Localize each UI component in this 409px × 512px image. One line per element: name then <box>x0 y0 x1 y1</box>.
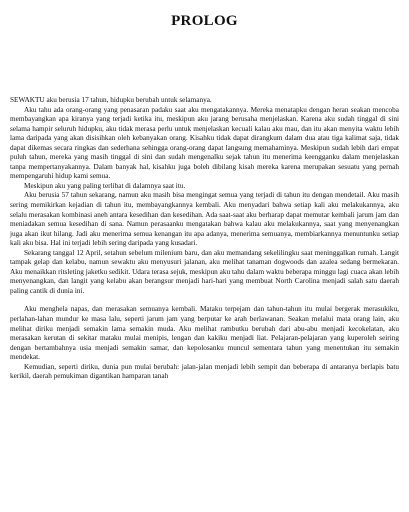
paragraph: Aku berusia 57 tahun sekarang, namun aku masih bisa mengingat semua yang terjadi di tahun itu dengan mendetail. Aku masih sering memikirkan kejadian di tahun itu, membayangkannya kembali. Aku menyadari bahwa setiap kali aku melakukannya, aku selalu merasakan kombinasi aneh antara kesedihan dan kesedihan. Ada saat-saat aku berharap dapat memutar kembali jarum jam dan meniadakan semua kesedihan di sana. Namun perasaanku mengatakan bahwa kalau aku melakukannya, saat yang menyenangkan juga akan ikut hilang. Jadi aku menerima semua kenangan itu apa adanya, menerima semuanya, membiarkannya menuntunku setiap kali aku bisa. Hal ini terjadi lebih sering daripada yang kusadari. <box>10 191 399 248</box>
paragraph: Meskipun aku yang paling terlibat di dalamnya saat itu. <box>24 181 186 190</box>
paragraph: Aku menghela napas, dan merasakan semuanya kembali. Mataku terpejam dan tahun-tahun itu mulai bergerak merasukiku, perlahan-lahan mundur ke masa lalu, seperti jarum jam yang berputar ke arah berlawanan. Seakan melalui mata orang lain, aku melihat diriku menjadi semakin lama semakin muda. Aku melihat rambutku berubah dari abu-abu menjadi kecokelatan, aku merasakan kerutan di sekitar mataku mulai menipis, lengan dan kakiku menjadi liat. Pelajaran-pelajaran yang kuperoleh seiring dengan bertambahnya usia menjadi semakin samar, dan kepolosanku muncul sementara tahun yang menentukan itu semakin mendekat. <box>10 305 399 362</box>
paragraph: Sekarang tanggal 12 April, setahun sebelum milenium baru, dan aku memandang sekelilingku saat meninggalkan rumah. Langit tampak gelap dan kelabu, namun sewaktu aku menyusuri jalanan, aku melihat tanaman dogwoods dan azalea sedang bermekaran. Aku menaikkan ritsleting jaketku sedikit. Udara terasa sejuk, meskipun aku tahu dalam waktu beberapa minggu lagi cuaca akan lebih menyenangkan, dan langit yang kelabu akan berangsur menjadi hari-hari yang membuat North Carolina menjadi salah satu daerah paling cantik di dunia ini. <box>10 248 399 295</box>
page-title: PROLOG <box>171 13 238 29</box>
paragraph: Kemudian, seperti diriku, dunia pun mulai berubah: jalan-jalan menjadi lebih sempit dan beberapa di antaranya berlapis batu kerikil, daerah pemukiman digantikan hamparan tanah <box>10 362 399 381</box>
body-text <box>10 96 399 382</box>
paragraph: Aku tahu ada orang-orang yang penasaran padaku saat aku mengatakannya. Mereka menatapku dengan heran seakan mencoba membayangkan apa kiranya yang terjadi ketika itu, meskipun aku jarang berusaha menjelaskan. Karena aku sudah tinggal di sini selama hampir seluruh hidupku, aku tidak merasa perlu untuk menjelaskan kecuali kalau aku mau, dan itu akan menyita waktu lebih lama daripada yang akan disisihkan oleh kebanyakan orang. Kisahku tidak dapat dirangkum dalam dua atau tiga kalimat saja, tidak dapat dikemas secara ringkas dan sederhana sehingga orang-orang dapat langsung memahaminya. Meskipun sudah lebih dari empat puluh tahun, mereka yang masih tinggal di sini dan sudah mengenalku sejak tahun itu menerima keengganku dalam menjelaskan tanpa mempertanyakannya. Dalam banyak hal, kisahku juga boleh dibilang kisah mereka karena merupakan sesuatu yang pernah mempengaruhi hidup kami semua. <box>10 105 399 181</box>
paragraph: SEWAKTU aku berusia 17 tahun, hidupku berubah untuk selamanya. <box>10 96 212 104</box>
